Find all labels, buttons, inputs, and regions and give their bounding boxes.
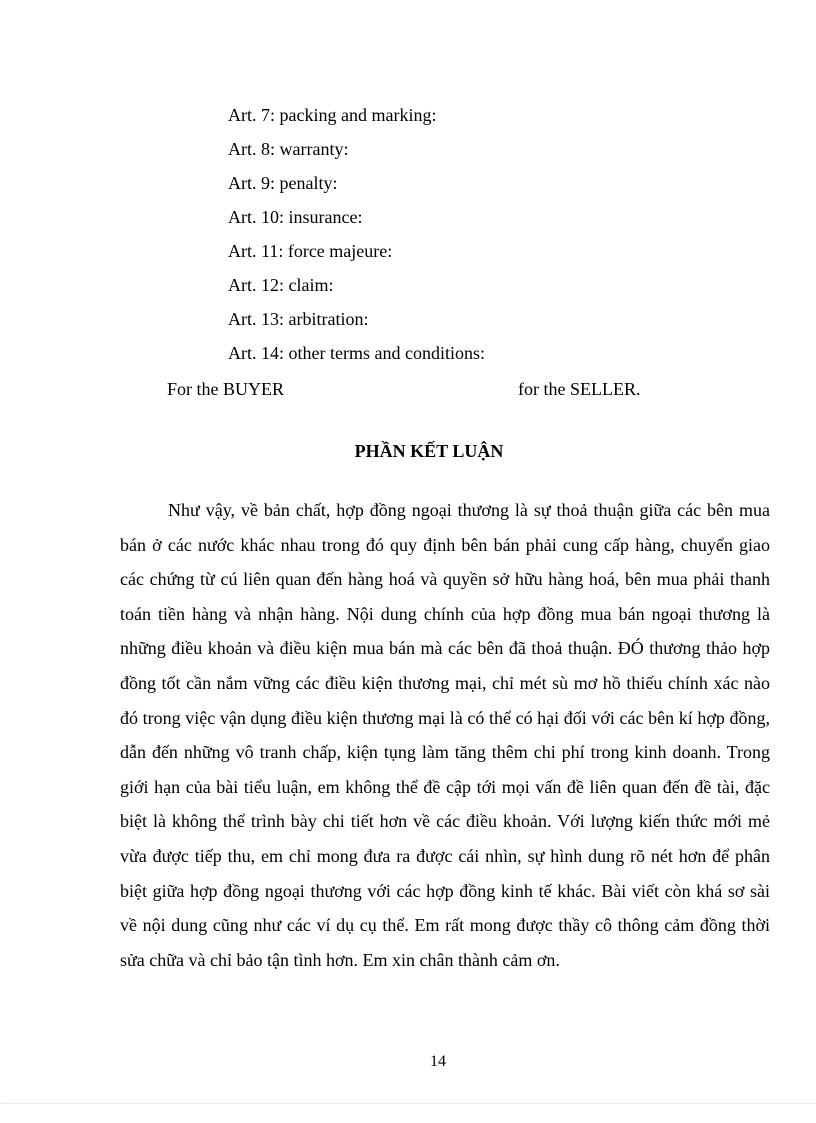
conclusion-heading: PHẦN KẾT LUẬN bbox=[354, 441, 504, 461]
article-14: Art. 14: other terms and conditions: bbox=[228, 343, 485, 363]
page-bottom-divider bbox=[0, 1103, 816, 1104]
article-13: Art. 13: arbitration: bbox=[228, 309, 369, 329]
article-9: Art. 9: penalty: bbox=[228, 173, 338, 193]
contract-article-list bbox=[228, 100, 485, 372]
article-8: Art. 8: warranty: bbox=[228, 139, 349, 159]
buyer-signature-label: For the BUYER bbox=[167, 379, 284, 399]
page-number: 14 bbox=[430, 1053, 446, 1070]
conclusion-paragraph: Như vậy, về bản chất, hợp đồng ngoại thương là sự thoả thuận giữa các bên mua bán ở các nước khác nhau trong đó quy định bên bán phải cung cấp hàng, chuyển giao các chứng từ cú liên quan đến hàng hoá và quyền sở hữu hàng hoá, bên mua phải thanh toán tiền hàng và nhận hàng. Nội dung chính của hợp đồng mua bán ngoại thương là những điều khoản và điều kiện mua bán mà các bên đã thoả thuận. ĐÓ thương thảo hợp đồng tốt cần nắm vững các điều kiện thương mại, chỉ mét sù mơ hồ thiếu chính xác nào đó trong việc vận dụng điều kiện thương mại là có thể có hại đối với các bên kí hợp đồng, dẫn đến những vô tranh chấp, kiện tụng làm tăng thêm chi phí trong kinh doanh. Trong giới hạn của bài tiểu luận, em không thể đề cập tới mọi vấn đề liên quan đến đề tài, đặc biệt là không thể trình bày chi tiết hơn về các điều khoản. Với lượng kiến thức mới mẻ vừa được tiếp thu, em chỉ mong đưa ra được cái nhìn, sự hình dung rõ nét hơn để phân biệt giữa hợp đồng ngoại thương với các hợp đồng kinh tế khác. Bài viết còn khá sơ sài về nội dung cũng như các ví dụ cụ thể. Em rất mong được thầy cô thông cảm đồng thời sửa chữa và chỉ bảo tận tình hơn. Em xin chân thành cảm ơn. bbox=[120, 500, 770, 970]
article-7: Art. 7: packing and marking: bbox=[228, 105, 437, 125]
article-12: Art. 12: claim: bbox=[228, 275, 334, 295]
signature-row bbox=[0, 374, 816, 404]
seller-signature-label: for the SELLER. bbox=[518, 379, 641, 399]
article-10: Art. 10: insurance: bbox=[228, 207, 363, 227]
article-11: Art. 11: force majeure: bbox=[228, 241, 393, 261]
